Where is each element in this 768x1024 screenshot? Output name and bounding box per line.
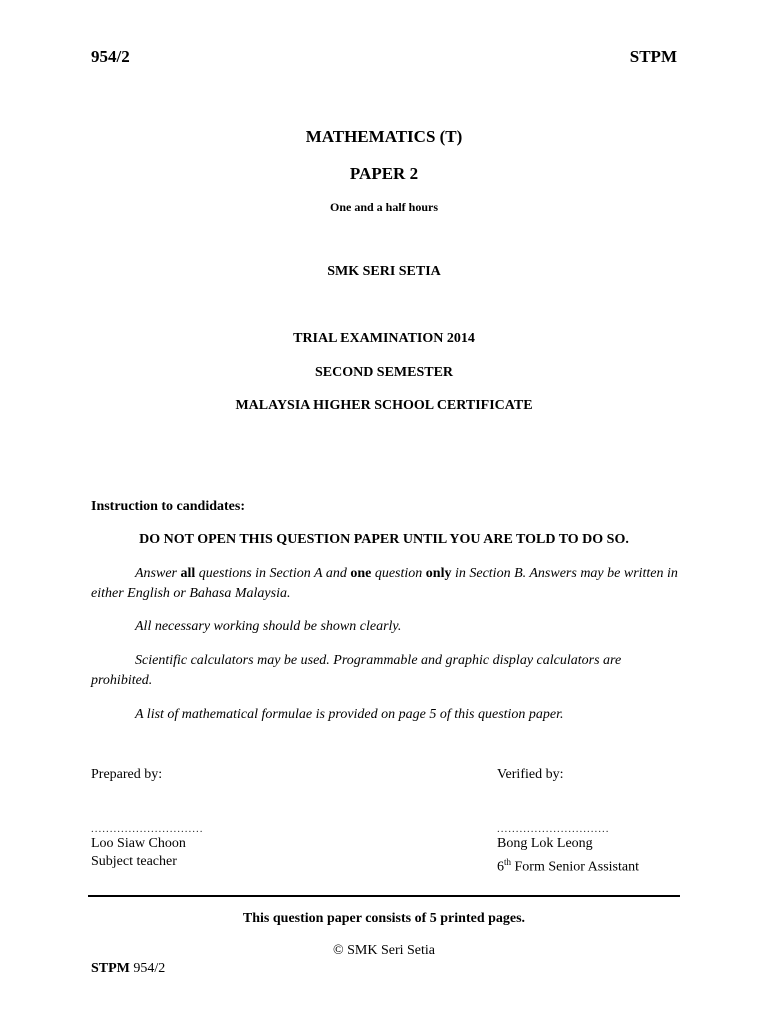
- pages-note: This question paper consists of 5 printed pages.: [242, 911, 526, 926]
- prepared-role: Subject teacher: [91, 854, 177, 869]
- verified-signature-line: ..............................: [497, 823, 610, 835]
- instruction-paragraph-4: A list of mathematical formulae is provided on page 5 of this question paper.: [135, 707, 564, 722]
- exam-title: TRIAL EXAMINATION 2014: [293, 331, 475, 346]
- prepared-name: Loo Siaw Choon: [91, 836, 186, 851]
- paper-code: 954/2: [91, 47, 130, 66]
- verified-name: Bong Lok Leong: [497, 836, 593, 851]
- duration: One and a half hours: [329, 200, 439, 214]
- prepared-signature-line: ..............................: [91, 823, 204, 835]
- footer-divider: [88, 895, 680, 897]
- instruction-paragraph-3: Scientific calculators may be used. Programmable and graphic display calculators are prohibited.: [91, 653, 622, 688]
- instructions-heading: Instruction to candidates:: [91, 499, 246, 514]
- verified-by-label: Verified by:: [497, 767, 564, 782]
- footer-paper-code: STPM 954/2: [91, 961, 166, 976]
- exam-name: STPM: [629, 47, 677, 66]
- semester: SECOND SEMESTER: [314, 365, 454, 380]
- subject-title: MATHEMATICS (T): [305, 127, 463, 146]
- prepared-by-label: Prepared by:: [91, 767, 163, 782]
- school-name: SMK SERI SETIA: [327, 264, 441, 279]
- certificate: MALAYSIA HIGHER SCHOOL CERTIFICATE: [235, 398, 533, 413]
- copyright: © SMK Seri Setia: [332, 943, 436, 958]
- instruction-paragraph-1: Answer all questions in Section A and one question only in Section B. Answers may be written in either English or Bahasa Malaysia.: [91, 566, 678, 601]
- paper-title: PAPER 2: [349, 164, 419, 183]
- instruction-paragraph-2: All necessary working should be shown clearly.: [135, 619, 402, 634]
- verified-role: 6th Form Senior Assistant: [497, 857, 639, 875]
- instructions-warning: DO NOT OPEN THIS QUESTION PAPER UNTIL YOU ARE TOLD TO DO SO.: [139, 532, 629, 547]
